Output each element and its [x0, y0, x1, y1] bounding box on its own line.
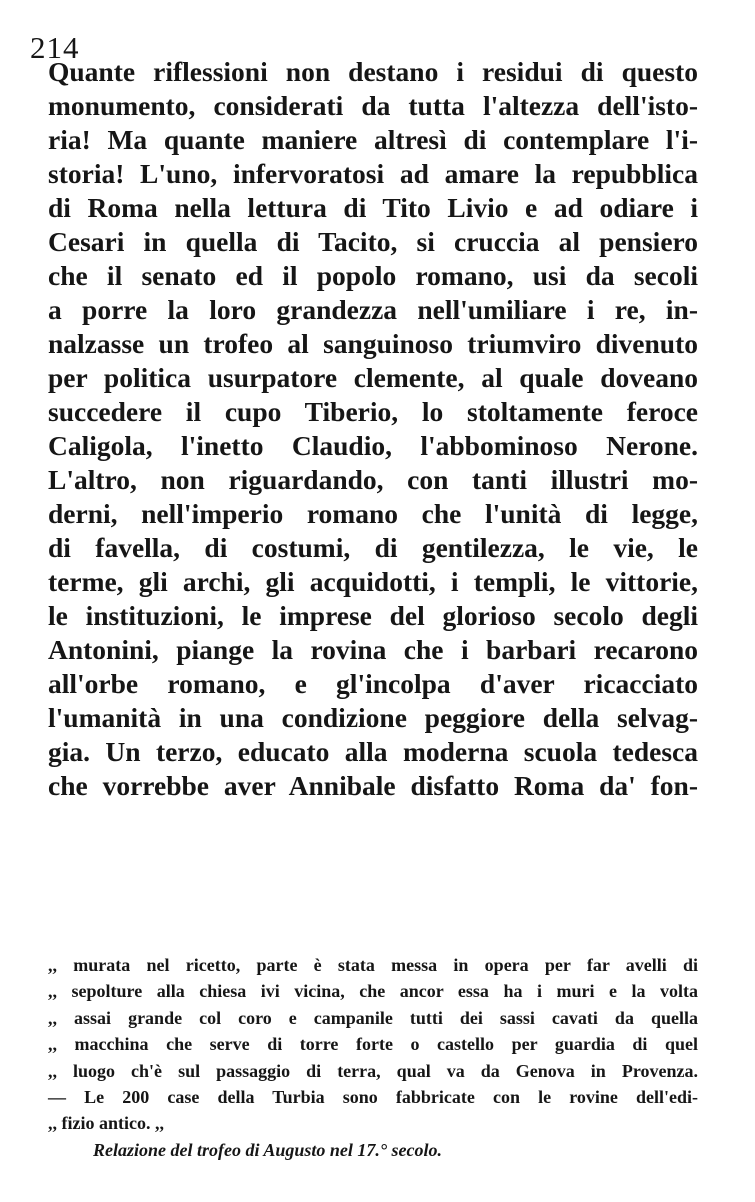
text-line: di Roma nella lettura di Tito Livio e ad odiare i — [48, 192, 698, 223]
text-line: Antonini, piange la rovina che i barbari recarono — [48, 634, 698, 665]
footnote-line: ,, assai grande col coro e campanile tutti dei sassi cavati da quella — [48, 1007, 698, 1028]
text-line: le instituzioni, le imprese del glorioso secolo degli — [48, 600, 698, 631]
footnote-line: — Le 200 case della Turbia sono fabbricate con le rovine dell'edi- — [48, 1086, 698, 1107]
footnote-line: ,, sepolture alla chiesa ivi vicina, che ancor essa ha i muri e la volta — [48, 981, 698, 1002]
text-line: all'orbe romano, e gl'incolpa d'aver ricacciato — [48, 668, 698, 699]
footnote-attribution: Relazione del trofeo di Augusto nel 17.° secolo. — [93, 1139, 443, 1160]
footnote-line: ,, fizio antico. ,, — [48, 1113, 164, 1134]
text-line: Quante riflessioni non destano i residui di questo — [48, 56, 698, 87]
text-line: monumento, considerati da tutta l'altezza dell'isto- — [48, 90, 698, 121]
text-line: l'umanità in una condizione peggiore della selvag- — [48, 702, 698, 733]
text-line: a porre la loro grandezza nell'umiliare i re, in- — [48, 294, 698, 325]
text-line: L'altro, non riguardando, con tanti illustri mo- — [48, 464, 698, 495]
text-line: succedere il cupo Tiberio, lo stoltamente feroce — [48, 396, 698, 427]
text-line: nalzasse un trofeo al sanguinoso triumviro divenuto — [48, 328, 698, 359]
footnote-line: ,, murata nel ricetto, parte è stata messa in opera per far avelli di — [48, 955, 698, 975]
text-line: che il senato ed il popolo romano, usi da secoli — [48, 260, 698, 291]
text-line: terme, gli archi, gli acquidotti, i templi, le vittorie, — [48, 566, 698, 597]
text-line: storia! L'uno, infervoratosi ad amare la repubblica — [48, 158, 698, 189]
text-line: che vorrebbe aver Annibale disfatto Roma da' fon- — [48, 770, 698, 801]
text-line: Caligola, l'inetto Claudio, l'abbominoso Nerone. — [48, 430, 698, 461]
text-line: Cesari in quella di Tacito, si cruccia al pensiero — [48, 226, 698, 257]
text-line: derni, nell'imperio romano che l'unità di legge, — [48, 498, 698, 529]
text-line: per politica usurpatore clemente, al quale doveano — [48, 362, 698, 393]
footnote-line: ,, luogo ch'è sul passaggio di terra, qual va da Genova in Provenza. — [48, 1060, 698, 1081]
footnote-block — [48, 952, 698, 1163]
text-line: gia. Un terzo, educato alla moderna scuola tedesca — [48, 736, 698, 767]
text-line: di favella, di costumi, di gentilezza, le vie, le — [48, 532, 698, 563]
footnote-line: ,, macchina che serve di torre forte o castello per guardia di quel — [48, 1034, 698, 1055]
main-text-block — [48, 55, 698, 803]
page-number: 214 — [30, 30, 80, 65]
text-line: ria! Ma quante maniere altresì di contemplare l'i- — [48, 124, 698, 155]
